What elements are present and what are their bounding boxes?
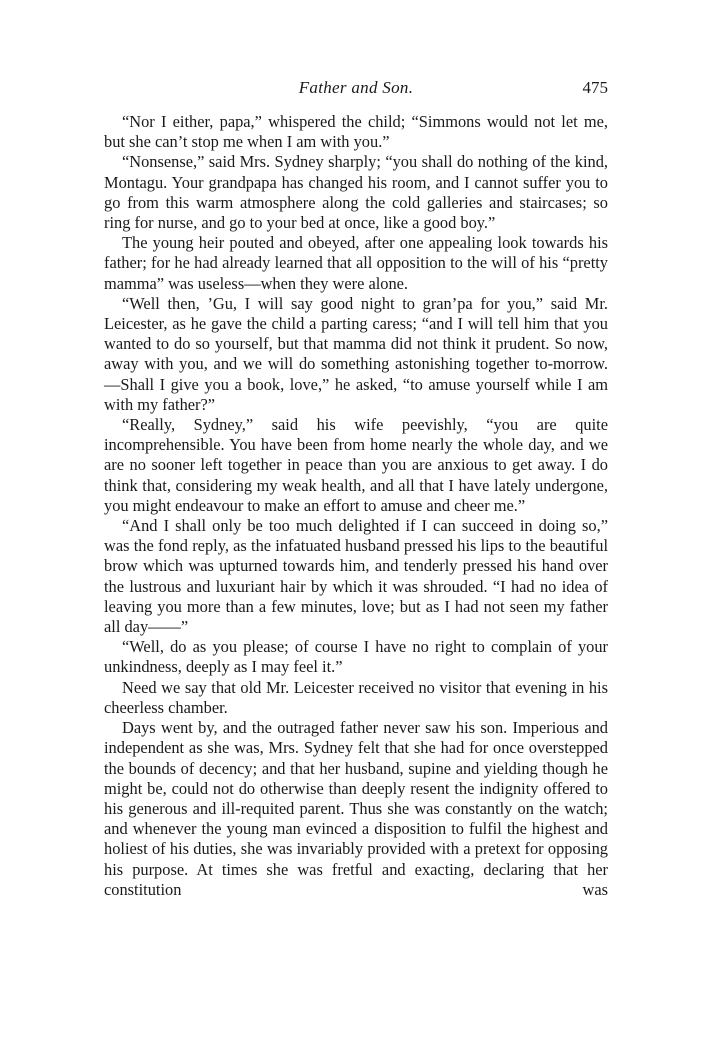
paragraph-5: “Really, Sydney,” said his wife peevishly, “you are quite incomprehensible. You have been from home nearly the whole day, and we are no sooner left together in peace than you are anxious to get away. I do think that, considering my weak health, and all that I have lately undergone, you might endeavour to make an effort to amuse and cheer me.” [104, 415, 608, 515]
paragraph-1: “Nor I either, papa,” whispered the child; “Simmons would not let me, but she can’t stop me when I am with you.” [104, 112, 608, 152]
page-number: 475 [582, 78, 608, 97]
body-text [104, 112, 608, 900]
paragraph-2: “Nonsense,” said Mrs. Sydney sharply; “you shall do nothing of the kind, Montagu. Your grandpapa has changed his room, and I cannot suffer you to go from this warm atmosphere along the cold galleries and staircases; so ring for nurse, and go to your bed at once, like a good boy.” [104, 152, 608, 233]
paragraph-7: “Well, do as you please; of course I have no right to complain of your unkindness, deeply as I may feel it.” [104, 637, 608, 677]
running-title: Father and Son. [298, 78, 414, 97]
paragraph-8: Need we say that old Mr. Leicester received no visitor that evening in his cheerless chamber. [104, 677, 608, 717]
paragraph-3: The young heir pouted and obeyed, after one appealing look towards his father; for he had already learned that all opposition to the will of his “pretty mamma” was useless—when they were alone. [104, 233, 608, 293]
running-head [104, 78, 608, 102]
paragraph-6: “And I shall only be too much delighted if I can succeed in doing so,” was the fond reply, as the infatuated husband pressed his lips to the beautiful brow which was upturned towards him, and tenderly pressed his hand over the lustrous and luxuriant hair by which it was shrouded. “I had no idea of leaving you more than a few minutes, love; but as I had not seen my father all day——” [104, 516, 608, 637]
paragraph-9: Days went by, and the outraged father never saw his son. Imperious and independent as she was, Mrs. Sydney felt that she had for once overstepped the bounds of decency; and that her husband, supine and yielding though he might be, could not do otherwise than deeply resent the indignity offered to his generous and ill-requited parent. Thus she was constantly on the watch; and whenever the young man evinced a disposition to fulfil the highest and holiest of his duties, she was invariably provided with a pretext for opposing his purpose. At times she was fretful and exacting, declaring that her constitution was [104, 718, 608, 899]
paragraph-4: “Well then, ’Gu, I will say good night to gran’pa for you,” said Mr. Leicester, as he gave the child a parting caress; “and I will tell him that you wanted to do so yourself, but that mamma did not think it prudent. So now, away with you, and we will do something astonishing together to-morrow.—Shall I give you a book, love,” he asked, “to amuse yourself while I am with my father?” [104, 293, 608, 414]
book-page [104, 78, 608, 900]
